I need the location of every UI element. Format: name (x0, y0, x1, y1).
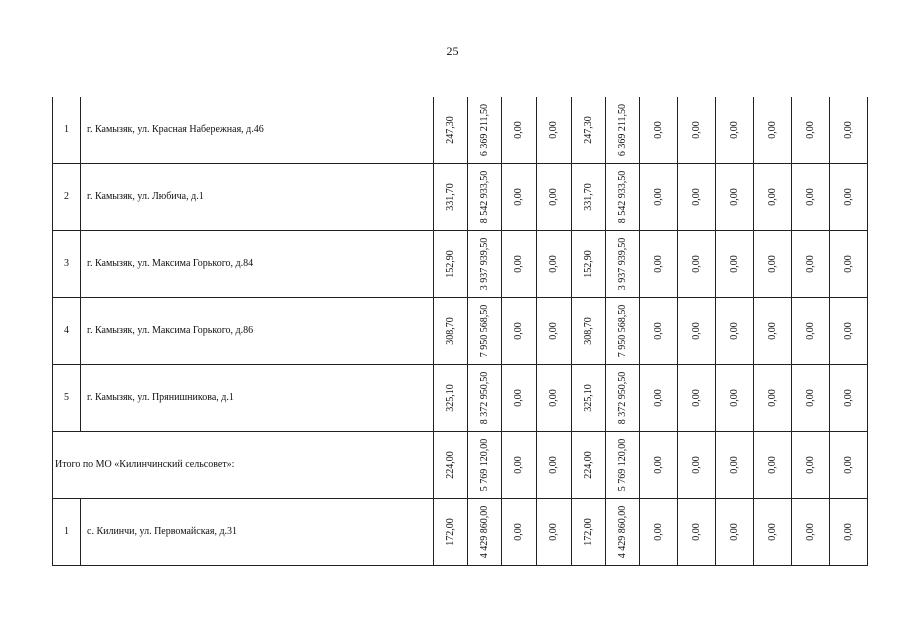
value-cell (830, 365, 868, 432)
value-text: 0,00 (690, 121, 702, 139)
value-text: 172,00 (582, 518, 594, 546)
value-cell (606, 499, 640, 566)
value-cell (572, 164, 606, 231)
value-cell (502, 499, 537, 566)
value-cell (502, 432, 537, 499)
value-cell (792, 231, 830, 298)
value-text: 247,30 (444, 116, 456, 144)
address-cell: г. Камызяк, ул. Прянишникова, д.1 (81, 365, 434, 432)
value-cell (792, 499, 830, 566)
value-text: 0,00 (728, 456, 740, 474)
value-text: 0,00 (652, 456, 664, 474)
row-number: 5 (53, 365, 81, 432)
value-text: 0,00 (842, 255, 854, 273)
value-text: 0,00 (766, 188, 778, 206)
value-cell (754, 365, 792, 432)
value-text: 331,70 (582, 183, 594, 211)
address-cell: с. Килинчи, ул. Первомайская, д.31 (81, 499, 434, 566)
table-row (53, 499, 868, 566)
value-text: 0,00 (690, 389, 702, 407)
value-text: 6 369 211,50 (616, 103, 628, 157)
value-cell (830, 164, 868, 231)
value-cell (716, 164, 754, 231)
value-text: 0,00 (804, 255, 816, 273)
value-text: 0,00 (513, 121, 524, 139)
value-text: 0,00 (804, 523, 816, 541)
address-cell: г. Камызяк, ул. Максима Горького, д.86 (81, 298, 434, 365)
value-text: 0,00 (690, 322, 702, 340)
value-cell (572, 231, 606, 298)
value-cell (468, 231, 502, 298)
value-cell (754, 499, 792, 566)
value-cell (434, 432, 468, 499)
row-number: 3 (53, 231, 81, 298)
address-cell: г. Камызяк, ул. Любича, д.1 (81, 164, 434, 231)
value-text: 0,00 (548, 121, 559, 139)
value-text: 0,00 (513, 188, 524, 206)
value-cell (468, 365, 502, 432)
value-text: 0,00 (842, 456, 854, 474)
value-text: 0,00 (513, 389, 524, 407)
value-cell (434, 499, 468, 566)
value-cell (716, 499, 754, 566)
value-cell (754, 432, 792, 499)
value-text: 0,00 (766, 255, 778, 273)
value-cell (606, 365, 640, 432)
value-cell (640, 432, 678, 499)
table-row (53, 164, 868, 231)
row-number: 1 (53, 499, 81, 566)
value-text: 0,00 (766, 456, 778, 474)
value-text: 0,00 (548, 389, 559, 407)
value-cell (537, 97, 572, 164)
row-number: 4 (53, 298, 81, 365)
value-cell (754, 298, 792, 365)
value-cell (606, 432, 640, 499)
value-cell (640, 231, 678, 298)
value-cell (640, 365, 678, 432)
value-text: 0,00 (548, 188, 559, 206)
address-cell: г. Камызяк, ул. Максима Горького, д.84 (81, 231, 434, 298)
value-cell (716, 365, 754, 432)
value-text: 8 542 933,50 (616, 170, 628, 224)
value-text: 8 372 950,50 (616, 371, 628, 425)
value-cell (792, 365, 830, 432)
value-text: 152,90 (582, 250, 594, 278)
value-text: 0,00 (804, 121, 816, 139)
value-cell (754, 97, 792, 164)
value-text: 224,00 (444, 451, 456, 479)
value-text: 0,00 (652, 188, 664, 206)
value-text: 0,00 (548, 523, 559, 541)
value-cell (830, 432, 868, 499)
value-cell (434, 298, 468, 365)
value-text: 247,30 (582, 116, 594, 144)
value-text: 0,00 (652, 523, 664, 541)
value-text: 308,70 (444, 317, 456, 345)
value-cell (830, 298, 868, 365)
value-text: 0,00 (842, 121, 854, 139)
row-number: 2 (53, 164, 81, 231)
value-text: 0,00 (842, 322, 854, 340)
table-row (53, 298, 868, 365)
value-text: 0,00 (842, 389, 854, 407)
value-cell (572, 499, 606, 566)
value-text: 308,70 (582, 317, 594, 345)
value-cell (640, 298, 678, 365)
value-cell (640, 164, 678, 231)
value-text: 0,00 (728, 322, 740, 340)
value-text: 0,00 (690, 188, 702, 206)
value-text: 0,00 (652, 389, 664, 407)
value-cell (572, 365, 606, 432)
table-row (53, 231, 868, 298)
value-cell (678, 499, 716, 566)
value-cell (537, 432, 572, 499)
value-cell (606, 97, 640, 164)
value-text: 0,00 (842, 188, 854, 206)
value-text: 4 429 860,00 (616, 505, 628, 559)
value-cell (434, 231, 468, 298)
value-text: 325,10 (444, 384, 456, 412)
value-cell (716, 298, 754, 365)
value-text: 0,00 (766, 322, 778, 340)
value-cell (792, 164, 830, 231)
value-text: 0,00 (728, 121, 740, 139)
value-text: 0,00 (652, 322, 664, 340)
page-number: 25 (446, 44, 459, 58)
value-text: 0,00 (842, 523, 854, 541)
value-text: 0,00 (652, 121, 664, 139)
value-cell (716, 231, 754, 298)
register-table (52, 97, 868, 566)
value-cell (468, 164, 502, 231)
value-text: 3 937 939,50 (478, 237, 490, 291)
value-cell (502, 298, 537, 365)
table-body (53, 97, 868, 566)
value-text: 0,00 (728, 523, 740, 541)
value-cell (716, 97, 754, 164)
value-cell (468, 432, 502, 499)
value-text: 0,00 (513, 456, 524, 474)
value-cell (502, 365, 537, 432)
value-cell (434, 365, 468, 432)
value-text: 224,00 (582, 451, 594, 479)
value-cell (572, 298, 606, 365)
value-cell (537, 231, 572, 298)
value-cell (537, 298, 572, 365)
address-cell: г. Камызяк, ул. Красная Набережная, д.46 (81, 97, 434, 164)
value-cell (468, 499, 502, 566)
value-text: 3 937 939,50 (616, 237, 628, 291)
value-text: 172,00 (444, 518, 456, 546)
value-cell (434, 164, 468, 231)
value-cell (830, 231, 868, 298)
value-text: 0,00 (766, 121, 778, 139)
value-text: 0,00 (513, 255, 524, 273)
value-cell (502, 97, 537, 164)
value-text: 7 950 568,50 (616, 304, 628, 358)
value-text: 0,00 (690, 523, 702, 541)
value-text: 0,00 (690, 255, 702, 273)
value-text: 0,00 (804, 389, 816, 407)
total-label: Итого по МО «Килинчинский сельсовет»: (53, 432, 434, 499)
value-cell (468, 298, 502, 365)
value-cell (572, 432, 606, 499)
table-row (53, 365, 868, 432)
value-cell (792, 298, 830, 365)
value-text: 5 769 120,00 (478, 438, 490, 492)
value-text: 8 542 933,50 (478, 170, 490, 224)
value-text: 0,00 (690, 456, 702, 474)
value-text: 0,00 (513, 523, 524, 541)
value-cell (792, 432, 830, 499)
value-text: 0,00 (548, 255, 559, 273)
value-text: 0,00 (652, 255, 664, 273)
value-text: 0,00 (804, 456, 816, 474)
value-cell (537, 499, 572, 566)
value-cell (502, 164, 537, 231)
value-cell (606, 298, 640, 365)
value-cell (678, 231, 716, 298)
total-row (53, 432, 868, 499)
value-cell (537, 365, 572, 432)
value-cell (754, 164, 792, 231)
value-cell (678, 164, 716, 231)
value-text: 0,00 (766, 523, 778, 541)
value-text: 0,00 (548, 322, 559, 340)
value-text: 0,00 (804, 322, 816, 340)
value-cell (640, 499, 678, 566)
value-text: 0,00 (513, 322, 524, 340)
value-cell (754, 231, 792, 298)
value-cell (792, 97, 830, 164)
value-text: 0,00 (728, 188, 740, 206)
value-cell (830, 499, 868, 566)
value-text: 4 429 860,00 (478, 505, 490, 559)
value-text: 0,00 (804, 188, 816, 206)
value-text: 0,00 (766, 389, 778, 407)
value-cell (572, 97, 606, 164)
value-cell (606, 231, 640, 298)
value-cell (678, 298, 716, 365)
value-cell (468, 97, 502, 164)
value-text: 0,00 (728, 389, 740, 407)
table-row (53, 97, 868, 164)
value-cell (606, 164, 640, 231)
value-cell (716, 432, 754, 499)
value-text: 8 372 950,50 (478, 371, 490, 425)
value-cell (640, 97, 678, 164)
value-text: 7 950 568,50 (478, 304, 490, 358)
value-cell (502, 231, 537, 298)
value-cell (678, 432, 716, 499)
value-text: 0,00 (548, 456, 559, 474)
value-text: 152,90 (444, 250, 456, 278)
value-cell (678, 365, 716, 432)
value-text: 0,00 (728, 255, 740, 273)
value-text: 5 769 120,00 (616, 438, 628, 492)
row-number: 1 (53, 97, 81, 164)
value-cell (678, 97, 716, 164)
value-cell (434, 97, 468, 164)
value-text: 325,10 (582, 384, 594, 412)
value-cell (830, 97, 868, 164)
value-cell (537, 164, 572, 231)
value-text: 6 369 211,50 (478, 103, 490, 157)
value-text: 331,70 (444, 183, 456, 211)
